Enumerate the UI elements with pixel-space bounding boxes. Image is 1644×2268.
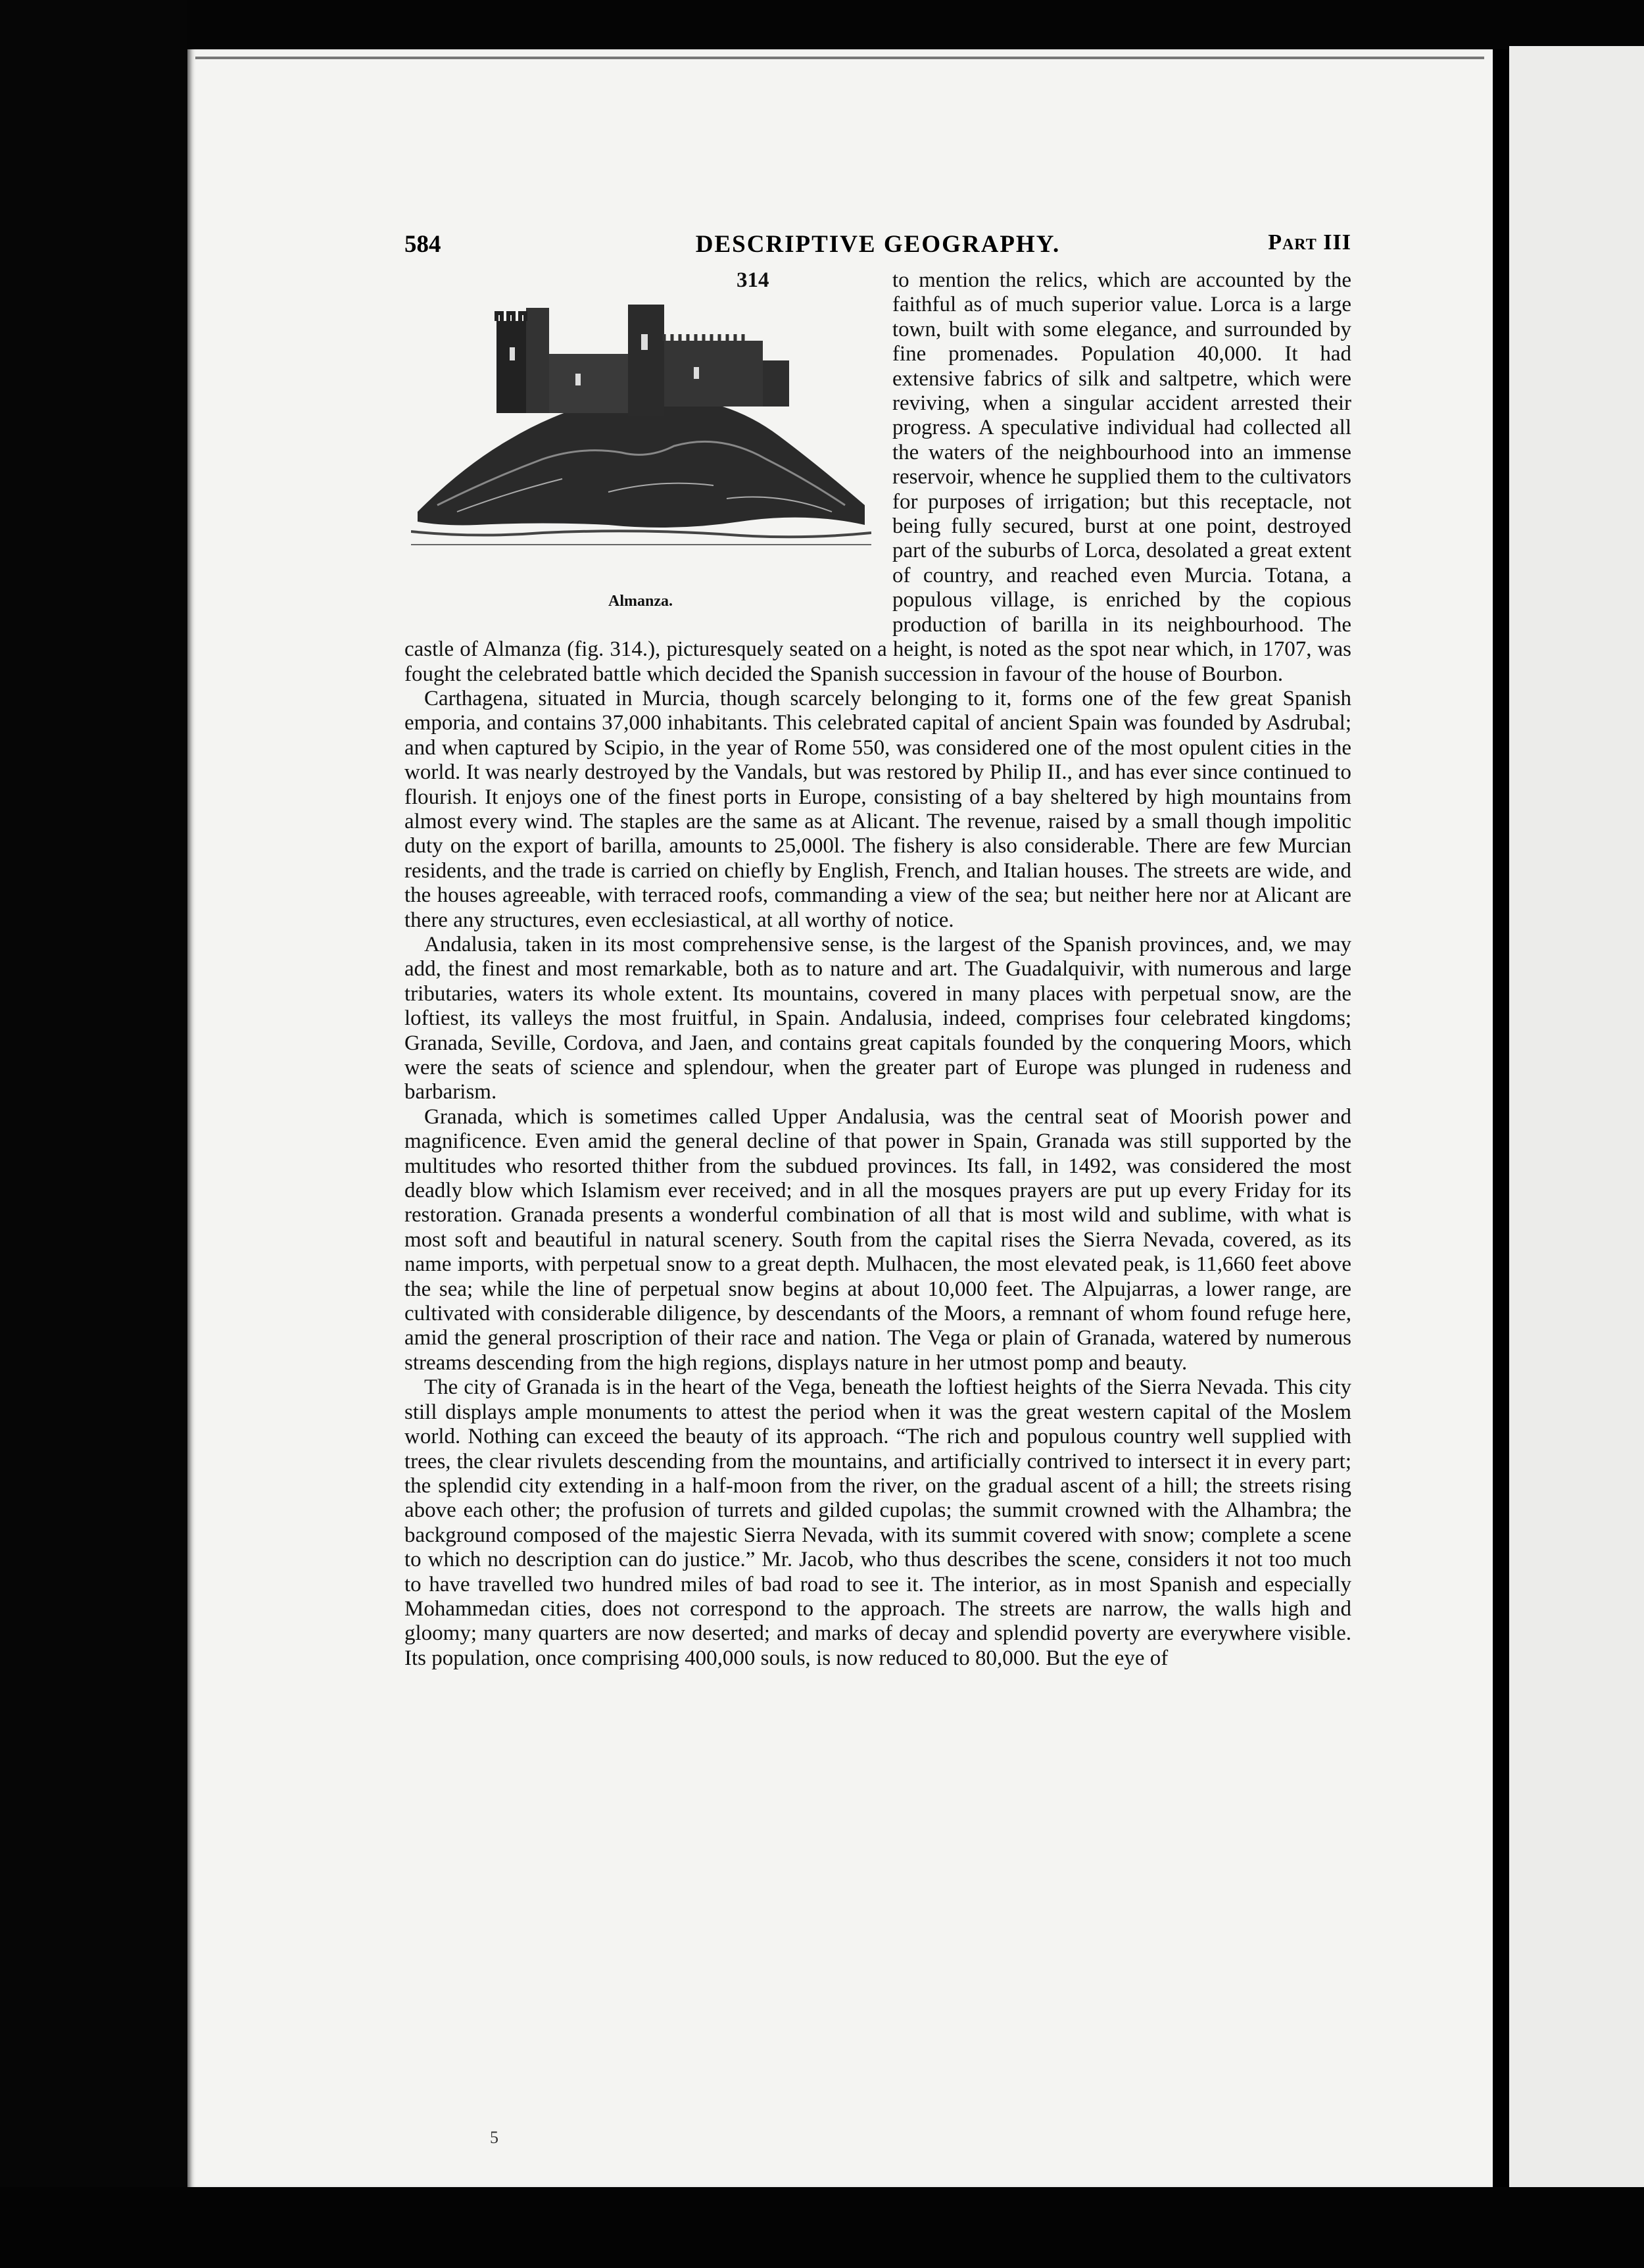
running-title: DESCRIPTIVE GEOGRAPHY. (695, 231, 1061, 258)
paragraph-carthagena: Carthagena, situated in Murcia, though scarcely belonging to it, forms one of the few great Spanish emporia, and contains 37,000 inhabitants. This celebrated capital of ancient Spain was founded by Asdrubal; and when captured by Scipio, in the year of Rome 550, was considered one of the most opulent cities in the world. It was nearly destroyed by the Vandals, but was restored by Philip II., and has ever since continued to flourish. It enjoys one of the finest ports in Europe, consisting of a bay sheltered by high mountains from almost every wind. The staples are the same as at Alicant. The revenue, raised by a small though impolitic duty on the export of barilla, amounts to 25,000l. The fishery is also considerable. There are few Murcian residents, and the trade is carried on chiefly by English, French, and Italian houses. The streets are wide, and the houses agreeable, with terraced roofs, commanding a view of the sea; but neither here nor at Alicant are there any structures, even ecclesiastical, at all worthy of notice. (404, 686, 1351, 932)
figure-almanza-castle (404, 268, 878, 617)
page-number: 584 (404, 231, 441, 258)
part-label: Part III (1268, 230, 1351, 255)
figure-number: 314 (737, 268, 769, 292)
signature-mark: 5 (490, 2128, 498, 2147)
running-head (404, 230, 1351, 263)
facing-page-edge (1509, 46, 1644, 2190)
paragraph-text: to mention the relics, which are accounted by the faithful as of much superior value. Lorca is a large town, built with some elegance, and surrounded by fine promenades. Population 40,000. It had extensive fabrics of silk and saltpetre, which were reviving, when a singular accident arrested their progress. A speculative individual had collected all the waters of the neighbourhood into an immense reservoir, whence he supplied them to the cultivators for purposes of irrigation; but this receptacle, not being fully secured, burst at one point, destroyed part of the suburbs of Lorca, desolated a great extent of country, and reached even Murcia. Totana, a populous village, is enriched by the copious production of barilla in its neighbourhood. The castle of Almanza (fig. 314.), picturesquely seated on a height, is noted as the spot near which, in 1707, was fought the celebrated battle which decided the Spanish succession in favour of the house of Bourbon. (404, 268, 1351, 686)
scan-bottom-border (0, 2187, 1644, 2268)
paragraph-city-of-granada: The city of Granada is in the heart of the Vega, beneath the loftiest heights of the Sierra Nevada. This city still displays ample monuments to attest the period when it was the great western capital of the Moslem world. Nothing can exceed the beauty of its approach. “The rich and populous country well supplied with trees, the clear rivulets descending from the mountains, and artificially contrived to intersect it in every part; the splendid city extending in a half-moon from the river, on the gradual ascent of a hill; the streets rising above each other; the profusion of turrets and gilded cupolas; the summit crowned with the Alhambra; the background composed of the majestic Sierra Nevada, with its summit covered with snow; complete a scene to which no description can do justice.” Mr. Jacob, who thus describes the scene, considers it not too much to have travelled two hundred miles of bad road to see it. The interior, as in most Spanish and especially Mohammedan cities, does not correspond to the approach. The streets are narrow, the walls high and gloomy; many quarters are now deserted; and marks of decay and splendid poverty are everywhere visible. Its population, once comprising 400,000 souls, is now reduced to 80,000. But the eye of (404, 1375, 1351, 1670)
paragraph-lorca (404, 268, 1351, 687)
paragraph-andalusia: Andalusia, taken in its most comprehensive sense, is the largest of the Spanish provinces, and, we may add, the finest and most remarkable, both as to nature and art. The Guadalquivir, with numerous and large tributaries, waters its whole extent. Its mountains, covered in many places with perpetual snow, are the loftiest, its valleys the most fruitful, in Spain. Andalusia, indeed, comprises four celebrated kingdoms; Granada, Seville, Cordova, and Jaen, and contains great capitals founded by the conquering Moors, which were the seats of science and splendour, when the greater part of Europe was plunged in rudeness and barbarism. (404, 932, 1351, 1104)
book-spine-shadow (0, 0, 187, 2268)
figure-caption: Almanza. (608, 593, 673, 610)
body-text (404, 268, 1351, 1671)
scan-top-border (0, 0, 1644, 49)
castle-engraving-icon (411, 295, 871, 584)
paragraph-granada: Granada, which is sometimes called Upper Andalusia, was the central seat of Moorish power and magnificence. Even amid the general decline of that power in Spain, Granada was still supported by the multitudes who resorted thither from the subdued provinces. Its fall, in 1492, was considered the most deadly blow which Islamism ever received; and in all the mosques prayers are put up every Friday for its restoration. Granada presents a wonderful combination of all that is most wild and sublime, with what is most soft and beautiful in natural scenery. South from the capital rises the Sierra Nevada, covered, as its name imports, with perpetual snow to a great depth. Mulhacen, the most elevated peak, is 11,660 feet above the sea; while the line of perpetual snow begins at about 10,000 feet. The Alpujarras, a lower range, are cultivated with considerable diligence, by descendants of the Moors, a remnant of whom found refuge here, amid the general proscription of their race and nation. The Vega or plain of Granada, watered by numerous streams descending from the high regions, displays nature in her utmost pomp and beauty. (404, 1104, 1351, 1375)
page-top-edge (195, 57, 1484, 59)
